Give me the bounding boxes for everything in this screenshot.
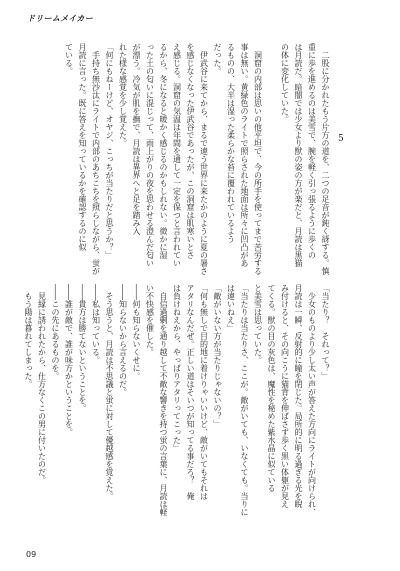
text-column: が漂う。冷気が肌を撫で、月読は異界へと足を踏み入 <box>132 43 141 235</box>
text-column: ――この先にあるものを。 <box>51 284 60 380</box>
text-column: だった。 <box>213 43 222 75</box>
text-column: 少女のものより少し太い声が答えた方向にライトが向けられ、 <box>307 284 317 516</box>
text-column: 月読に言った。既に答えを知っているかを確認するのに似 <box>78 43 87 251</box>
text-column: 伊武谷に来てから、まるで違う世界に来たかのように夏の暑さ <box>199 43 209 275</box>
text-column: 見縁に誘われたから、仕方なくこの男に付いたのだ。 <box>37 284 47 484</box>
text-column: 月読は一瞬、反射的に瞳を閉じた。局所的に明る過ぎる光を睨 <box>294 284 303 508</box>
upper-text-tier <box>62 43 332 275</box>
paragraph-block <box>278 43 332 275</box>
section-number: 5 <box>338 134 344 144</box>
text-column: ――私は知っている。 <box>91 284 101 364</box>
text-column: 「当たりは当たりさ、ここが。敵がいても、いなくても。当りに <box>240 284 249 516</box>
text-column: てくる。獣の目の灰色は、魔性を秘めた紫水晶に似ている <box>267 284 276 492</box>
text-column: 事は無い。黄緑色のライトで照らされた地面は所々に凹凸があ <box>240 43 249 267</box>
text-column: 洞窟の内部は思いの他平坦で、今の所手を使ってまで苦労する <box>253 43 263 275</box>
text-column: るものの、大半は湿った柔らかな苔に覆われているよう <box>226 43 236 243</box>
text-column: い不快感を催した。 <box>145 284 155 356</box>
text-column: ――何も知らないくせに。 <box>132 284 141 380</box>
text-column: ――知らないから言えるのだ。 <box>118 284 128 396</box>
lower-text-tier <box>22 284 333 516</box>
text-column: 「当たり？ それって？」 <box>321 284 330 380</box>
text-column: れた様な感覚を少し覚えた。 <box>118 43 128 147</box>
text-column: を感じなくなった伊武谷であったが、この洞窟は肌寒いとさ <box>186 43 195 259</box>
text-column: は違いねえ」 <box>226 284 236 332</box>
text-column: ――誰が敵で、誰が味方かということを。 <box>64 284 74 436</box>
text-column: 「敵がいない方が当たりじゃないの？」 <box>213 284 222 428</box>
paragraph-block <box>22 284 333 516</box>
text-column: 自信過剰を通り越して不敵な響きを持つ蛍の言葉に、月読は軽 <box>159 284 168 516</box>
text-column: み付けると、その向こうに猫背を伸ばさず歩く黒い体躯が見え <box>280 284 290 508</box>
text-column: 「何にもねーけど、オヤジ、こっちが当たりだと思うか？」 <box>105 43 114 259</box>
page-number: 09 <box>26 550 37 559</box>
text-column: もう陽は暮れてしまった。 <box>24 284 33 388</box>
text-column: の体に変化していた。 <box>280 43 290 123</box>
text-column: ――貴方は勝てないということを。 <box>78 284 87 412</box>
text-column: 「何も無しで目的地に着けりゃいいけど、敵がいてもそれは <box>199 284 209 500</box>
text-column: そう思うと、月読は不思議と蛍に対して優越感を覚えた。 <box>105 284 114 500</box>
text-column: 二股に分かれたもう片方の道を、二つの足音が鈍く谺する。慎 <box>321 43 330 275</box>
text-column: った土の匂いに混じって、雨上がりの夜を思わせる澄んだ匂い <box>145 43 155 267</box>
text-column: るから、冬になると暖かく感じるのかもしれない。微かに湿 <box>159 43 168 259</box>
running-header-title: ドリームメイカー <box>27 14 93 23</box>
text-column: ている。 <box>64 43 74 75</box>
text-column: え感じる。洞窟の気温は年間を通して一定を保つと言われてい <box>172 43 182 267</box>
text-column: は月読だ。暗闇では少女より獣の姿の方が楽だと、月読は黒猫 <box>294 43 303 267</box>
text-column: 手持ち無沙汰にライトで内部のあちこちを照らしながら、蛍が <box>91 43 101 275</box>
text-column: と美雪は思っていた。 <box>253 284 263 364</box>
text-column: 重に歩を進めるのは美雪で、腕を軽く引っ張るように歩くの <box>307 43 317 259</box>
paragraph-block <box>62 43 265 275</box>
text-column: は負けねえから、やっぱりアタリってこった」 <box>172 284 182 452</box>
text-column: アタリなんだぜ。正しい道はそいつが知ってる事だろ？ 俺 <box>186 284 195 500</box>
